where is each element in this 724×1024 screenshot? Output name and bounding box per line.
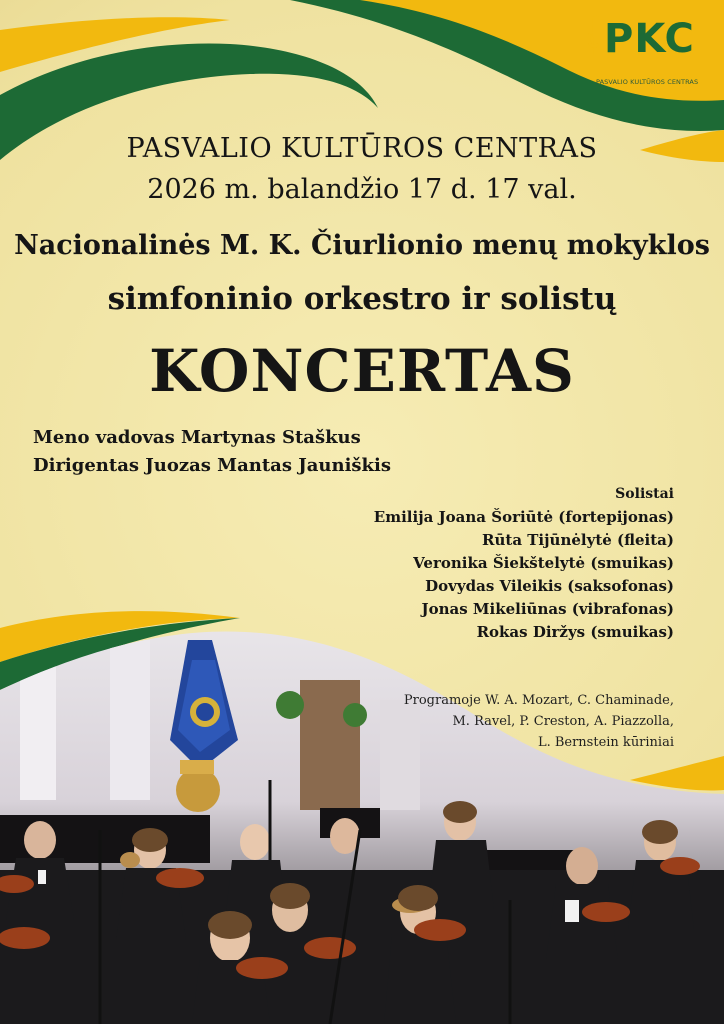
logo-mark (588, 14, 712, 60)
soloist-item: Dovydas Vileikis (saksofonas) (425, 577, 674, 595)
pkc-logo (588, 14, 712, 86)
program-line: Programoje W. A. Mozart, C. Chaminade, (403, 693, 674, 708)
soloist-item: Rokas Diržys (smuikas) (476, 623, 674, 641)
program-line: M. Ravel, P. Creston, A. Piazzolla, (452, 714, 674, 729)
logo-subtitle: PASVALIO KULTŪROS CENTRAS (596, 78, 699, 86)
program-line: L. Bernstein kūriniai (537, 735, 674, 750)
orchestra-line: simfoninio orkestro ir solistų (107, 281, 617, 317)
soloist-item: Jonas Mikeliūnas (vibrafonas) (421, 600, 674, 618)
soloist-item: Emilija Joana Šoriūtė (fortepijonas) (373, 508, 674, 526)
soloist-item: Veronika Šiekštelytė (smuikas) (413, 554, 674, 572)
event-title: KONCERTAS (149, 337, 575, 405)
school-name: Nacionalinės M. K. Čiurlionio menų mokyklos (14, 230, 710, 261)
art-director: Meno vadovas Martynas Staškus (33, 427, 361, 448)
soloist-item: Rūta Tijūnėlytė (fleita) (482, 531, 674, 549)
soloists-heading: Solistai (615, 486, 674, 502)
program-text (404, 690, 674, 753)
event-date-time: 2026 m. balandžio 17 d. 17 val. (147, 174, 577, 205)
svg-text:PKC: PKC (604, 16, 695, 60)
organization-name: PASVALIO KULTŪROS CENTRAS (126, 133, 598, 164)
conductor: Dirigentas Juozas Mantas Jauniškis (33, 455, 391, 476)
soloists-list (374, 486, 674, 644)
